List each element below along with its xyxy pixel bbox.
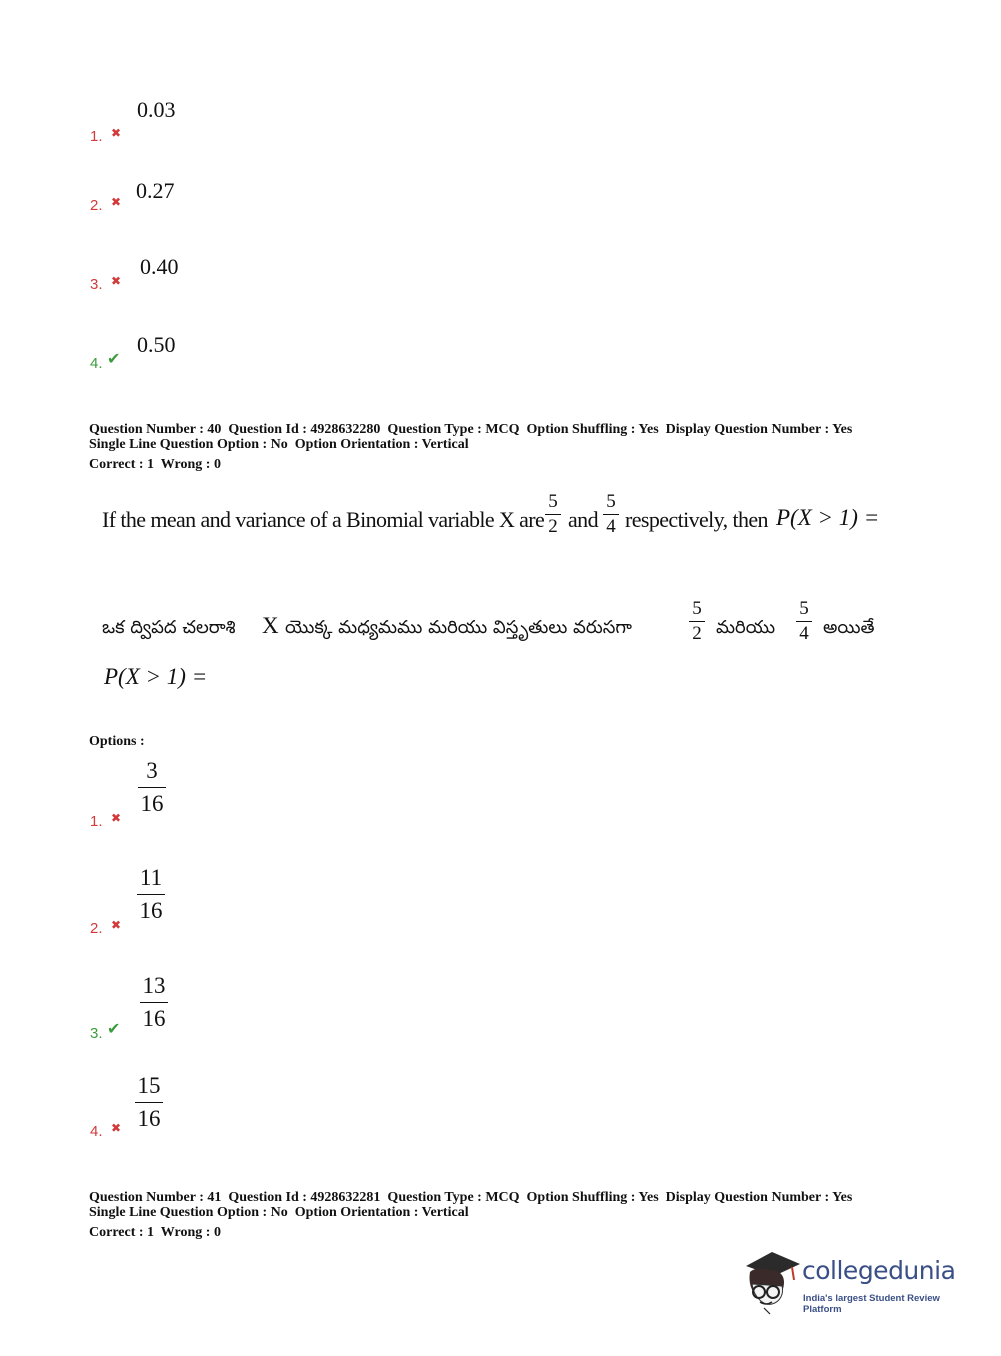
- wrong-mark-icon: ✖: [111, 811, 122, 825]
- fraction-bar: [689, 621, 705, 622]
- question-meta-line1: Question Number : 40 Question Id : 4928632280 Question Type : MCQ Option Shuffling : Yes Display Question Number : Yes: [89, 422, 853, 437]
- option-fraction: [137, 864, 165, 925]
- option-number: 2.: [90, 197, 103, 214]
- question-meta-line2: Single Line Question Option : No Option Orientation : Vertical: [89, 437, 469, 452]
- fraction-numerator: 13: [142, 973, 166, 998]
- fraction-numerator: 5: [548, 491, 558, 512]
- mean-fraction-telugu: [689, 598, 705, 645]
- wrong-mark-icon: ✖: [111, 126, 122, 140]
- wrong-mark-icon: ✖: [111, 1121, 122, 1135]
- option-number: 4.: [90, 1123, 103, 1140]
- option-fraction: [138, 757, 166, 818]
- fraction-numerator: 5: [606, 491, 616, 512]
- fraction-bar: [796, 621, 812, 622]
- option-fraction: [140, 972, 168, 1033]
- question-text-english-2: respectively, then: [625, 507, 768, 532]
- option-value: 0.03: [137, 97, 176, 122]
- fraction-numerator: 5: [692, 598, 702, 619]
- option-number: 2.: [90, 920, 103, 937]
- question-text-telugu: ఒక ద్విపద చలరాశి: [102, 617, 236, 638]
- fraction-denominator: 16: [137, 1106, 161, 1131]
- variance-fraction: [603, 491, 619, 538]
- fraction-denominator: 16: [139, 898, 163, 923]
- option-value: 0.40: [140, 254, 179, 279]
- mean-fraction: [545, 491, 561, 538]
- question-score-line: Correct : 1 Wrong : 0: [89, 1225, 221, 1240]
- collegedunia-logo: [742, 1250, 972, 1320]
- question-score-line: Correct : 1 Wrong : 0: [89, 457, 221, 472]
- fraction-bar: [545, 514, 561, 515]
- fraction-numerator: 5: [799, 598, 809, 619]
- option-number: 3.: [90, 276, 103, 293]
- fraction-bar: [140, 1002, 168, 1003]
- correct-check-icon: ✔: [107, 1019, 121, 1038]
- conjunction-telugu: మరియు: [716, 617, 776, 638]
- option-number: 1.: [90, 813, 103, 830]
- logo-tagline: India's largest Student Review Platform: [803, 1293, 940, 1315]
- fraction-numerator: 11: [139, 865, 163, 890]
- fraction-bar: [138, 787, 166, 788]
- question-text-english: If the mean and variance of a Binomial variable X are: [102, 507, 545, 532]
- option-value: 0.27: [136, 178, 175, 203]
- fraction-numerator: 3: [146, 758, 158, 783]
- correct-check-icon: ✔: [107, 349, 121, 368]
- option-fraction: [135, 1072, 163, 1133]
- fraction-denominator: 4: [606, 516, 616, 537]
- question-meta-line1: Question Number : 41 Question Id : 4928632281 Question Type : MCQ Option Shuffling : Yes Display Question Number : Yes: [89, 1190, 853, 1205]
- fraction-bar: [603, 514, 619, 515]
- option-number: 3.: [90, 1025, 103, 1042]
- question-meta-line2: Single Line Question Option : No Option Orientation : Vertical: [89, 1205, 469, 1220]
- wrong-mark-icon: ✖: [111, 274, 122, 288]
- fraction-denominator: 16: [140, 791, 164, 816]
- fraction-denominator: 4: [799, 623, 809, 644]
- fraction-bar: [135, 1102, 163, 1103]
- mascot-icon: [742, 1250, 804, 1320]
- wrong-mark-icon: ✖: [111, 195, 122, 209]
- fraction-denominator: 16: [142, 1006, 166, 1031]
- probability-expression: P(X > 1) =: [776, 505, 880, 530]
- logo-wordmark: collegedunia: [802, 1256, 956, 1285]
- option-number: 1.: [90, 128, 103, 145]
- fraction-numerator: 15: [137, 1073, 161, 1098]
- conjunction-and: and: [568, 507, 598, 532]
- probability-expression-telugu: P(X > 1) =: [104, 664, 208, 689]
- fraction-bar: [137, 894, 165, 895]
- options-header: Options :: [89, 734, 145, 749]
- question-text-telugu-2: యొక్క మధ్యమము మరియు విస్తృతులు వరుసగా: [285, 617, 632, 638]
- option-number: 4.: [90, 355, 103, 372]
- option-value: 0.50: [137, 332, 176, 357]
- variable-x: X: [262, 613, 279, 638]
- wrong-mark-icon: ✖: [111, 918, 122, 932]
- fraction-denominator: 2: [692, 623, 702, 644]
- fraction-denominator: 2: [548, 516, 558, 537]
- question-text-telugu-3: అయితే: [823, 617, 875, 638]
- variance-fraction-telugu: [796, 598, 812, 645]
